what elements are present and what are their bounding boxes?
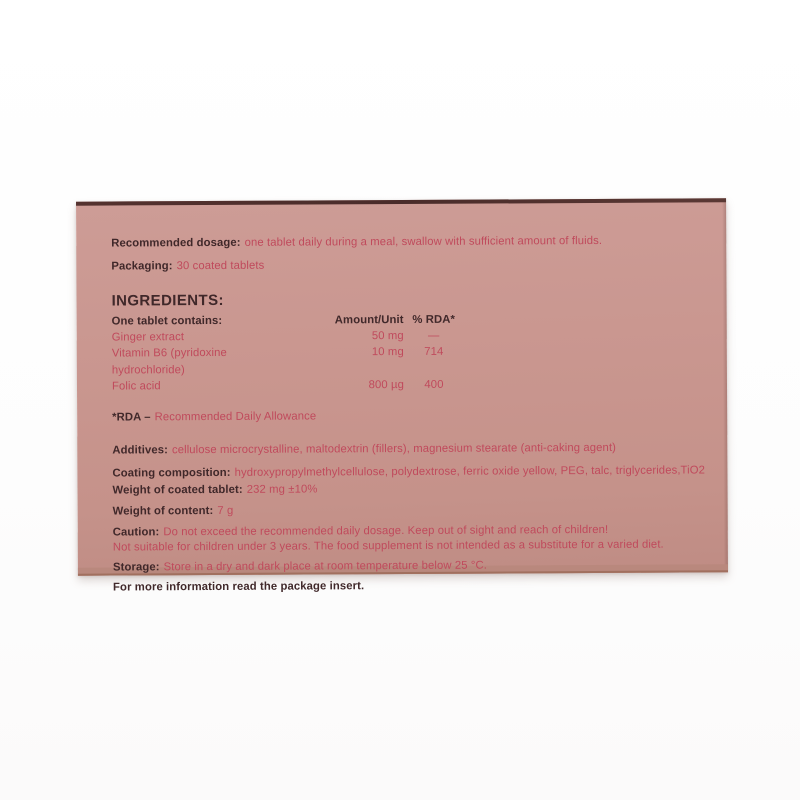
weight-tablet-label: Weight of coated tablet: [112,483,243,497]
rda-footnote-label: *RDA – [112,411,151,424]
rda-footnote-text: Recommended Daily Allowance [154,410,317,424]
coating-text: hydroxypropylmethylcellulose, polydextrose, ferric oxide yellow, PEG, talc, triglycerides,TiO2 [234,464,706,479]
caution-label: Caution: [112,526,160,539]
ingredients-table-header [112,312,464,330]
storage-label: Storage: [112,561,160,574]
table-row-ginger-extract [112,328,464,346]
box-right-edge [722,198,728,572]
ingredient-rda: 714 [424,346,444,359]
weight-content-line [113,501,705,518]
ingredient-rda: — [427,330,440,343]
dosage-line [111,233,703,250]
ingredient-name: Ginger extract [111,331,185,344]
package-insert-note: For more information read the package insert. [113,580,365,594]
ingredient-name: Vitamin B6 (pyridoxine hydrochloride) [111,347,227,377]
ingredient-rda: 400 [424,378,444,391]
ingredients-table [112,312,464,395]
table-row-folic-acid [112,376,464,394]
weight-content-text: 7 g [217,504,234,517]
ingredient-amount: 50 mg [371,330,404,343]
package-back-panel [76,198,728,594]
weight-tablet-text: 232 mg ±10% [246,483,318,496]
caution-line-2: Not suitable for children under 3 years. The food supplement is not intended as a substitute for a varied diet. [112,538,664,554]
ingredient-name: Folic acid [111,380,161,393]
additives-line [112,440,704,457]
table-row-vitamin-b6 [112,344,464,378]
weight-content-label: Weight of content: [112,505,214,518]
storage-line [113,557,705,574]
label-text-area [111,233,705,594]
coating-label: Coating composition: [112,466,231,480]
header-amount-unit: Amount/Unit [334,313,404,327]
dosage-text: one tablet daily during a meal, swallow with sufficient amount of fluids. [244,234,603,249]
ingredient-amount: 10 mg [371,346,404,359]
coating-line [112,463,704,480]
additives-label: Additives: [112,444,168,457]
ingredient-amount: 800 µg [368,378,405,391]
caution-text-1: Do not exceed the recommended daily dosage. Keep out of sight and reach of children! [163,523,609,539]
dosage-label: Recommended dosage: [111,236,241,250]
packaging-line [111,256,703,273]
storage-text: Store in a dry and dark place at room temperature below 25 °C. [163,559,488,574]
additives-text: cellulose microcrystalline, maltodextrin (fillers), magnesium stearate (anti-caking agent) [171,441,617,457]
header-rda: % RDA* [412,313,456,326]
ingredients-heading: INGREDIENTS: [111,291,224,310]
rda-footnote [112,407,704,424]
packaging-text: 30 coated tablets [176,259,265,273]
box-top-edge [76,198,726,205]
header-one-tablet-contains: One tablet contains: [111,314,223,328]
packaging-label: Packaging: [111,260,173,273]
weight-tablet-line [113,480,705,497]
